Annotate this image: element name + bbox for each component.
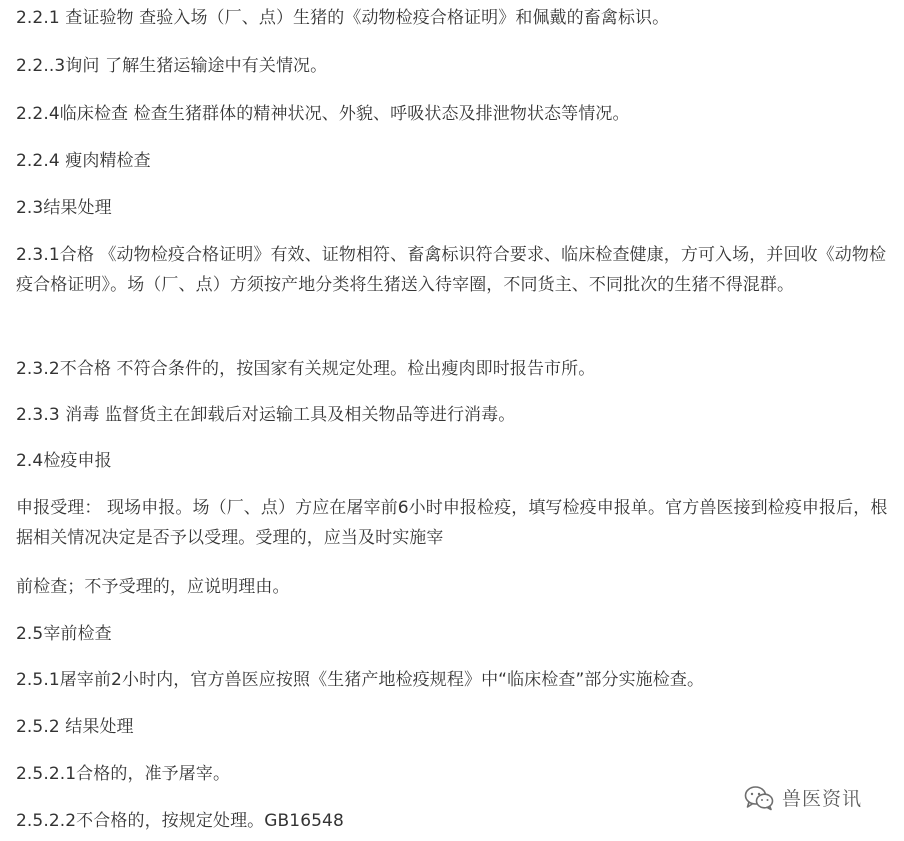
paragraph: 2.5.2 结果处理: [16, 717, 134, 737]
paragraph: 2.3结果处理: [16, 198, 112, 218]
paragraph: 2.5.2.1合格的，准予屠宰。: [16, 764, 231, 784]
paragraph: 2.3.3 消毒 监督货主在卸载后对运输工具及相关物品等进行消毒。: [16, 405, 516, 425]
paragraph: 2.5.1屠宰前2小时内，官方兽医应按照《生猪产地检疫规程》中“临床检查”部分实施检查。: [16, 670, 705, 690]
paragraph: 2.2.4临床检查 检查生猪群体的精神状况、外貌、呼吸状态及排泄物状态等情况。: [16, 104, 630, 124]
paragraph: 2.4检疫申报: [16, 451, 112, 471]
paragraph: 2.5宰前检查: [16, 624, 112, 644]
paragraph: 2.5.2.2不合格的，按规定处理。GB16548: [16, 811, 344, 831]
paragraph: 2.2.4 瘦肉精检查: [16, 151, 151, 171]
paragraph: 前检查；不予受理的，应说明理由。: [16, 577, 290, 597]
watermark-text: 兽医资讯: [782, 788, 863, 810]
wechat-icon: [744, 785, 774, 811]
paragraph: 2.2.1 查证验物 查验入场（厂、点）生猪的《动物检疫合格证明》和佩戴的畜禽标识。: [16, 8, 670, 28]
paragraph: 2.3.1合格 《动物检疫合格证明》有效、证物相符、畜禽标识符合要求、临床检查健康，方可入场，并回收《动物检疫合格证明》。场（厂、点）方须按产地分类将生猪送入待宰圈，不同货主、不同批次的生猪不得混群。: [16, 245, 887, 295]
paragraph: 2.3.2不合格 不符合条件的，按国家有关规定处理。检出瘦肉即时报告市所。: [16, 359, 596, 379]
paragraph: 2.2..3询问 了解生猪运输途中有关情况。: [16, 56, 328, 76]
source-watermark: [744, 784, 862, 811]
paragraph: 申报受理： 现场申报。场（厂、点）方应在屠宰前6小时申报检疫，填写检疫申报单。官方兽医接到检疫申报后，根据相关情况决定是否予以受理。受理的，应当及时实施宰: [16, 498, 888, 548]
